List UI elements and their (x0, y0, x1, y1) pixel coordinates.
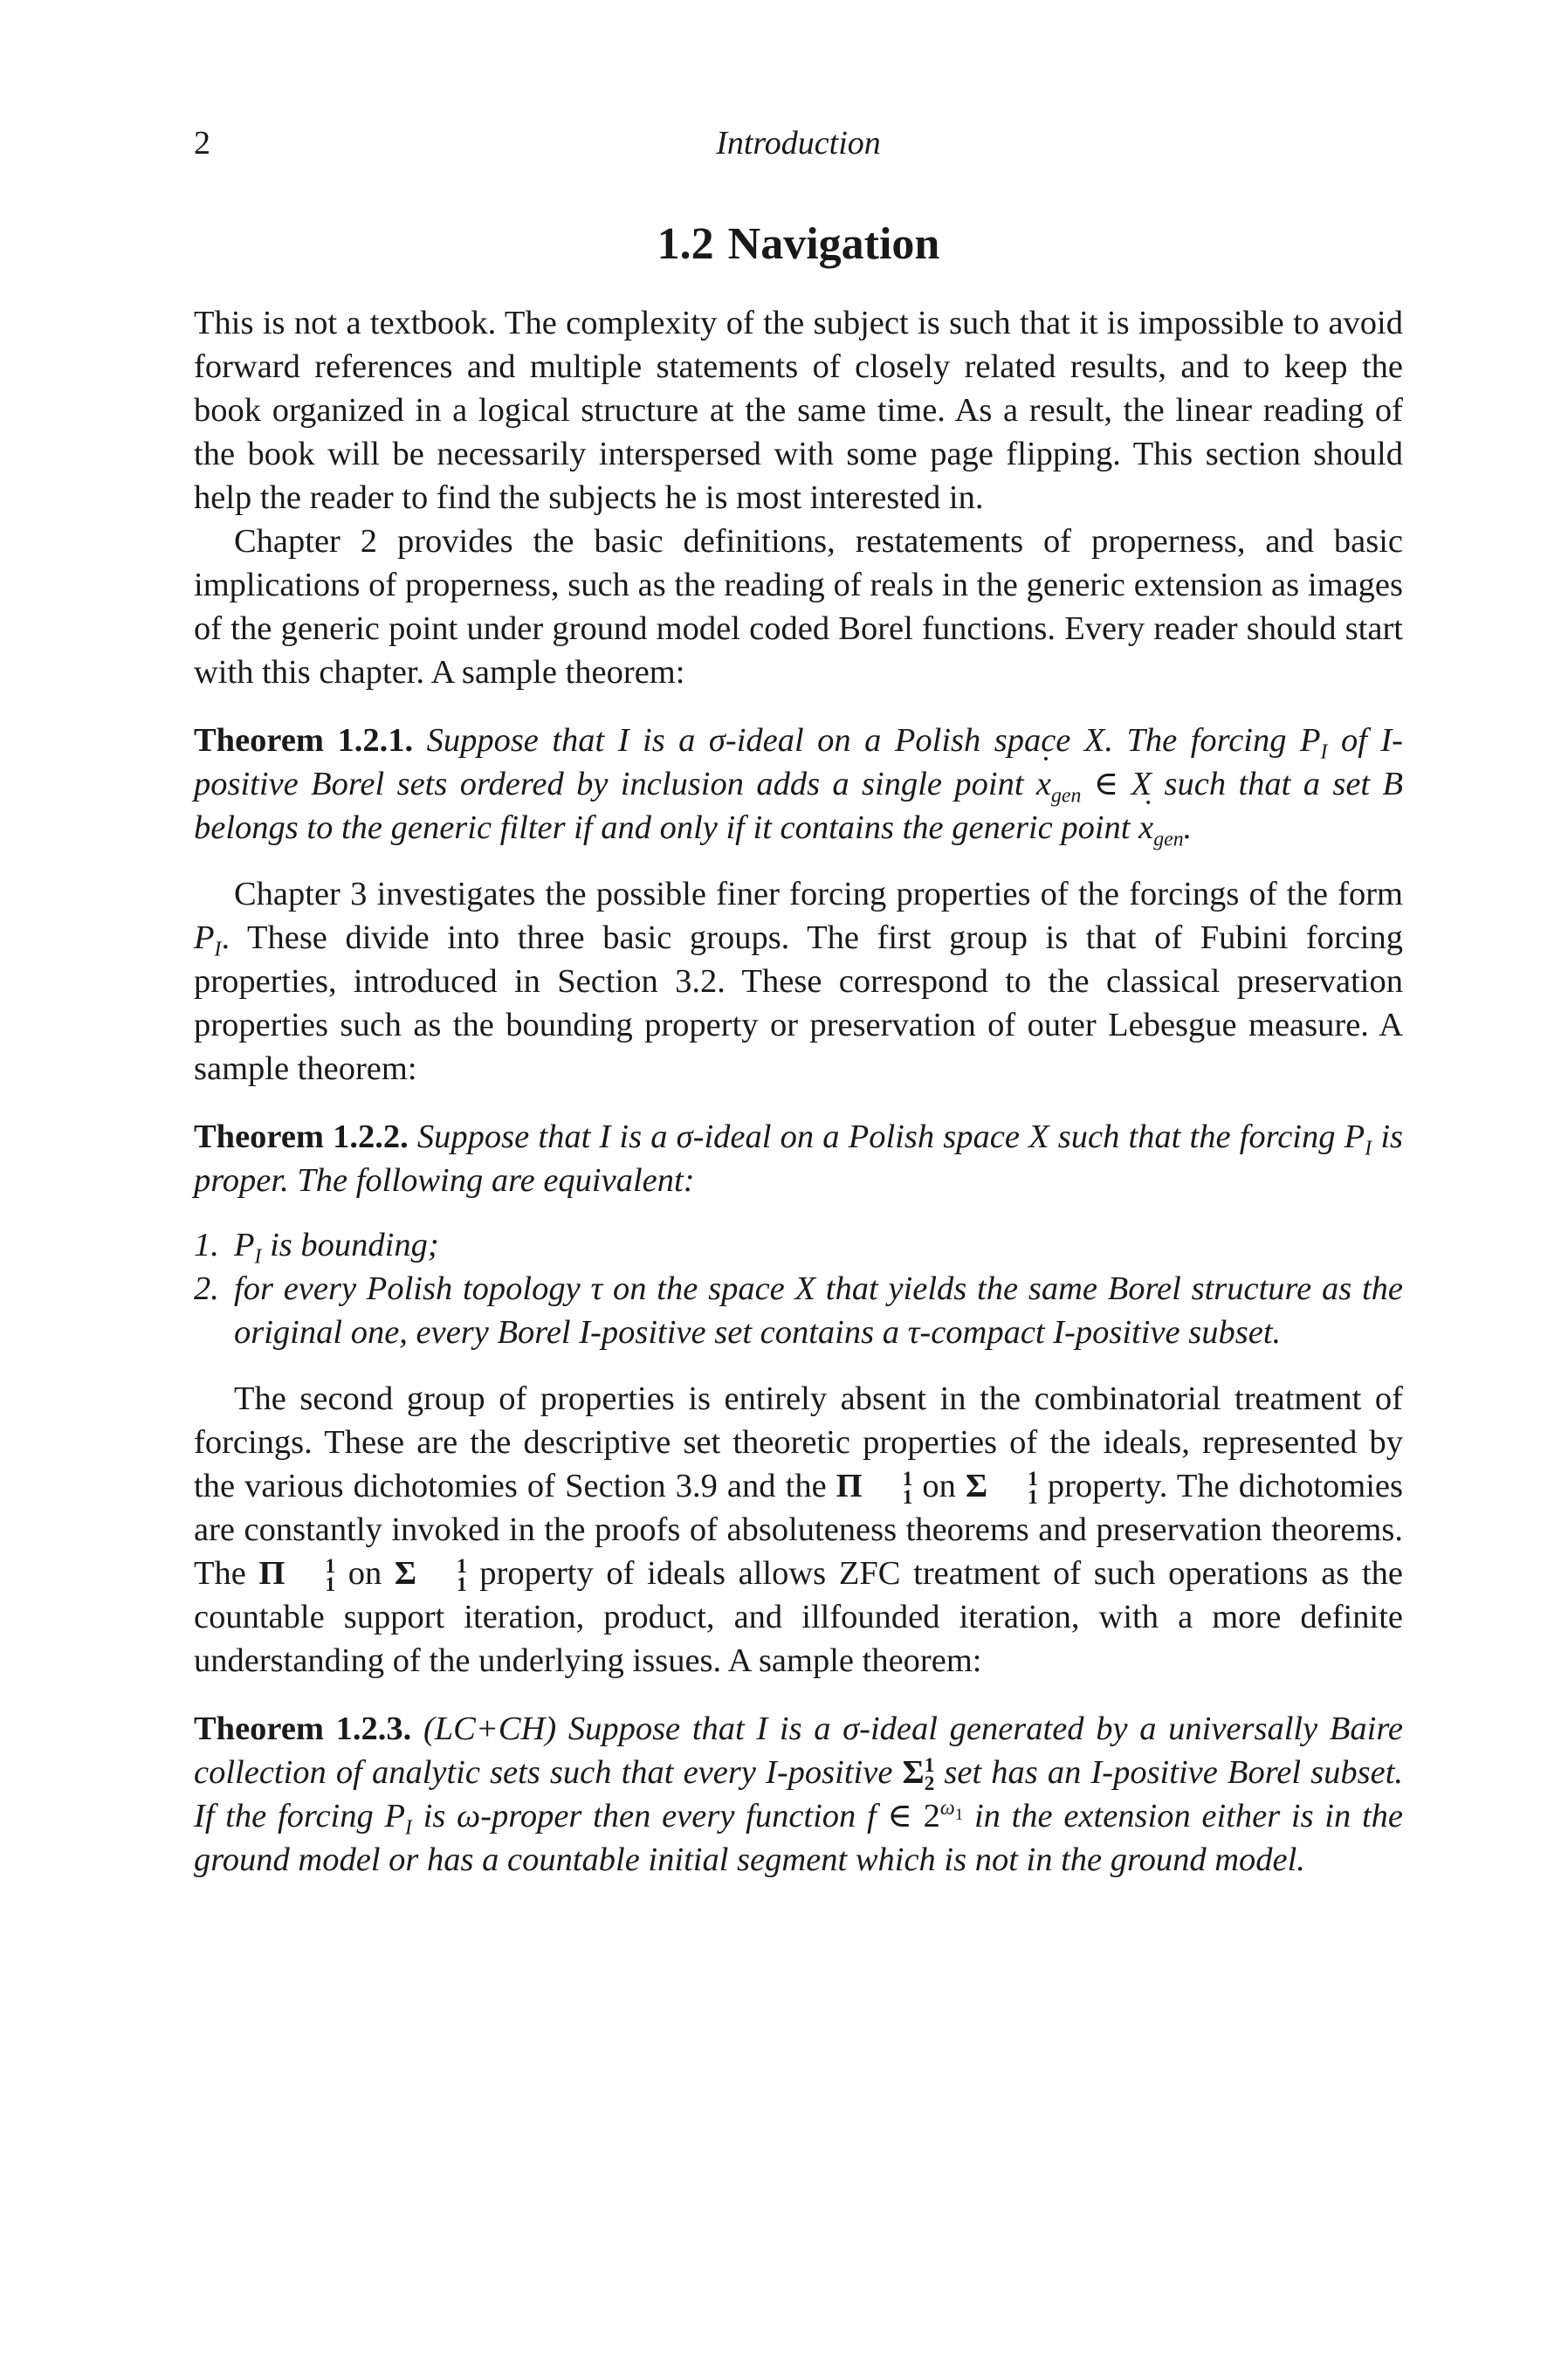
theorem-label: Theorem 1.2.2. (194, 1118, 409, 1155)
theorem-body: Suppose that I is a σ-ideal on a Polish space X. The forcing $P_I$ of I-positive Borel sets ordered by inclusion adds a single point ˙ $x_{gen}$ ∈ X such that a set B belongs to the generic filter if and only if it contains the generic point ˙ $x_{gen}$. (194, 722, 1403, 846)
list-item: 2. for every Polish topology τ on the space X that yields the same Borel structure as the original one, every Borel I-positive set contains a τ-compact I-positive subset. (194, 1270, 1403, 1351)
math-forcing-p-i: $P_I$ (1344, 1118, 1372, 1160)
theorem-list (194, 1223, 1403, 1354)
theorem-label: Theorem 1.2.3. (194, 1710, 412, 1747)
section-title: Navigation (727, 219, 940, 269)
paragraph-chapter-3: Chapter 3 investigates the possible finer forcing properties of the forcings of the form $P_I$. These divide into three basic groups. The first group is that of Fubini forcing properties, introduced in Section 3.2. These correspond to the classical preservation properties such as the bounding property or preservation of outer Lebesgue measure. A sample theorem: (194, 876, 1403, 1087)
math-forcing-p-i: $P_I$ (384, 1798, 412, 1840)
running-title: Introduction (716, 125, 881, 162)
section-number: 1.2 (657, 219, 714, 269)
math-sigma-1-2: Σ 1 2 (902, 1753, 935, 1795)
math-forcing-p-i: $P_I$ (234, 1227, 262, 1269)
paragraph-intro: This is not a textbook. The complexity of the subject is such that it is impossible to avoid forward references and multiple statements of closely related results, and to keep the book organized in a logical structure at the same time. As a result, the linear reading of the book will be necessarily interspersed with some page flipping. This section should help the reader to find the subjects he is most interested in. (194, 305, 1403, 516)
body-text (194, 301, 1403, 1904)
math-forcing-p-i: $P_I$ (194, 919, 222, 961)
math-sigma-1-1: Σ 1 1 (394, 1554, 467, 1596)
paragraph-second-group: The second group of properties is entirely absent in the combinatorial treatment of forcings. These are the descriptive set theoretic properties of the ideals, represented by the various dichotomies of Section 3.9 and the Π 1 1 on Σ 1 1 property. The dichotomies are constantly invoked in the proofs of absoluteness theorems and preservation theorems. The Π 1 1 on Σ 1 1 property of ideals allows ZFC treatment of such operations as the countable support iteration, product, and illfounded iteration, with a more definite understanding of the underlying issues. A sample theorem: (194, 1380, 1404, 1679)
math-two-omega-one: $2^{\omega_1}$ (923, 1797, 964, 1834)
list-item: 1. $P_I$ is bounding; (194, 1227, 439, 1269)
theorem-1-2-3 (194, 1707, 1403, 1882)
math-pi-1-1: Π 1 1 (836, 1467, 913, 1509)
math-pi-1-1: Π 1 1 (258, 1554, 336, 1596)
math-forcing-p-i: $P_I$ (1299, 722, 1328, 764)
page-number: 2 (194, 125, 210, 162)
running-head (194, 124, 1403, 168)
theorem-body: (LC+CH) Suppose that I is a σ-ideal generated by a universally Baire collection of analytic sets such that every I-positive Σ 1 2 set has an I-positive Borel subset. If the forcing $P_I$ is ω-proper then every function f ∈ $2^{\omega_1}$ in the extension either is in the ground model or has a countable initial segment which is not in the ground model. (194, 1710, 1404, 1878)
section-heading (194, 218, 1403, 270)
paragraph-chapter-2: Chapter 2 provides the basic definitions, restatements of properness, and basic implications of properness, such as the reading of reals in the generic extension as images of the generic point under ground model coded Borel functions. Every reader should start with this chapter. A sample theorem: (194, 523, 1403, 691)
math-sigma-1-1: Σ 1 1 (966, 1467, 1038, 1509)
theorem-1-2-2 (194, 1115, 1403, 1354)
theorem-body: Suppose that I is a σ-ideal on a Polish space X such that the forcing $P_I$ is proper. The following are equivalent: (194, 1118, 1403, 1199)
theorem-1-2-1 (194, 719, 1403, 850)
math-x-gen: ˙ $x_{gen}$ (1138, 809, 1184, 846)
math-x-gen: ˙ $x_{gen}$ (1036, 766, 1082, 802)
theorem-label: Theorem 1.2.1. (194, 722, 414, 759)
